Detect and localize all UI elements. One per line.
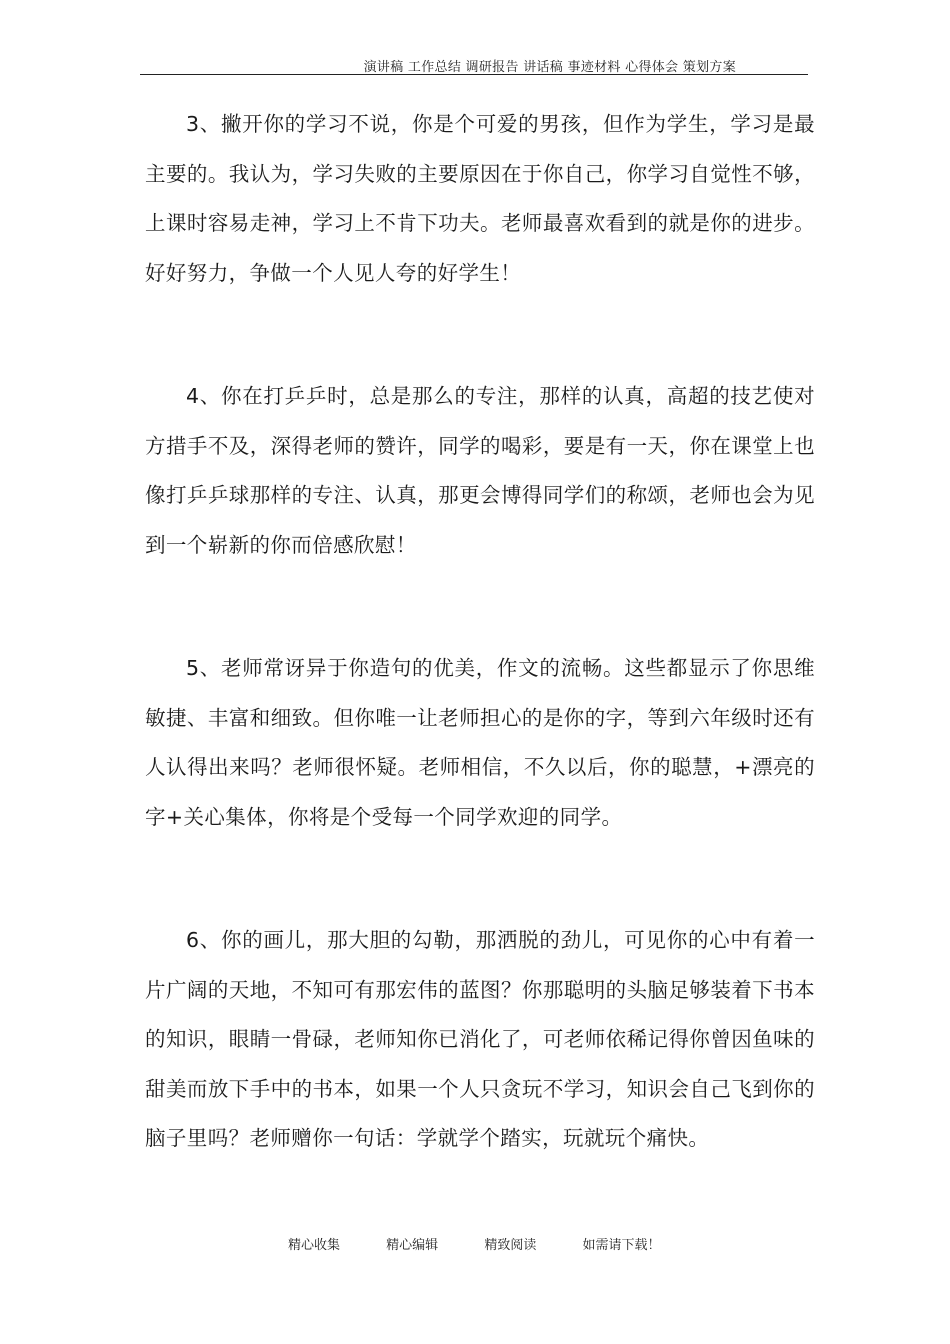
footer-item-edit: 精心编辑 — [386, 1238, 439, 1253]
paragraph-5: 5、老师常讶异于你造句的优美，作文的流畅。这些都显示了你思维敏捷、丰富和细致。但你唯一让老师担心的是你的字，等到六年级时还有人认得出来吗？老师很怀疑。老师相信，不久以后，你的聪慧，+漂亮的字+关心集体，你将是个受每一个同学欢迎的同学。 — [145, 656, 815, 829]
paragraph-3: 3、撇开你的学习不说，你是个可爱的男孩，但作为学生，学习是最主要的。我认为，学习失败的主要原因在于你自己，你学习自觉性不够，上课时容易走神，学习上不肯下功夫。老师最喜欢看到的就是你的进步。好好努力，争做一个人见人夸的好学生！ — [145, 112, 815, 285]
header-text: 演讲稿 工作总结 调研报告 讲话稿 事迹材料 心得体会 策划方案 — [363, 60, 736, 75]
footer-item-download: 如需请下载！ — [582, 1238, 661, 1253]
footer-item-read: 精致阅读 — [484, 1238, 537, 1253]
footer-item-collect: 精心收集 — [288, 1238, 341, 1253]
document-body — [145, 100, 815, 1164]
paragraph-6: 6、你的画儿，那大胆的勾勒，那洒脱的劲儿，可见你的心中有着一片广阔的天地，不知可有那宏伟的蓝图？你那聪明的头脑足够装着下书本的知识，眼睛一骨碌，老师知你已消化了，可老师依稀记得你曾因鱼味的甜美而放下手中的书本，如果一个人只贪玩不学习，知识会自己飞到你的脑子里吗？老师赠你一句话：学就学个踏实，玩就玩个痛快。 — [145, 928, 815, 1150]
page-header — [140, 54, 808, 75]
paragraph-4: 4、你在打乒乒时，总是那么的专注，那样的认真，高超的技艺使对方措手不及，深得老师的赞许，同学的喝彩，要是有一天，你在课堂上也像打乒乒球那样的专注、认真，那更会博得同学们的称颂，老师也会为见到一个崭新的你而倍感欣慰！ — [145, 384, 815, 557]
page-footer — [288, 1234, 660, 1253]
